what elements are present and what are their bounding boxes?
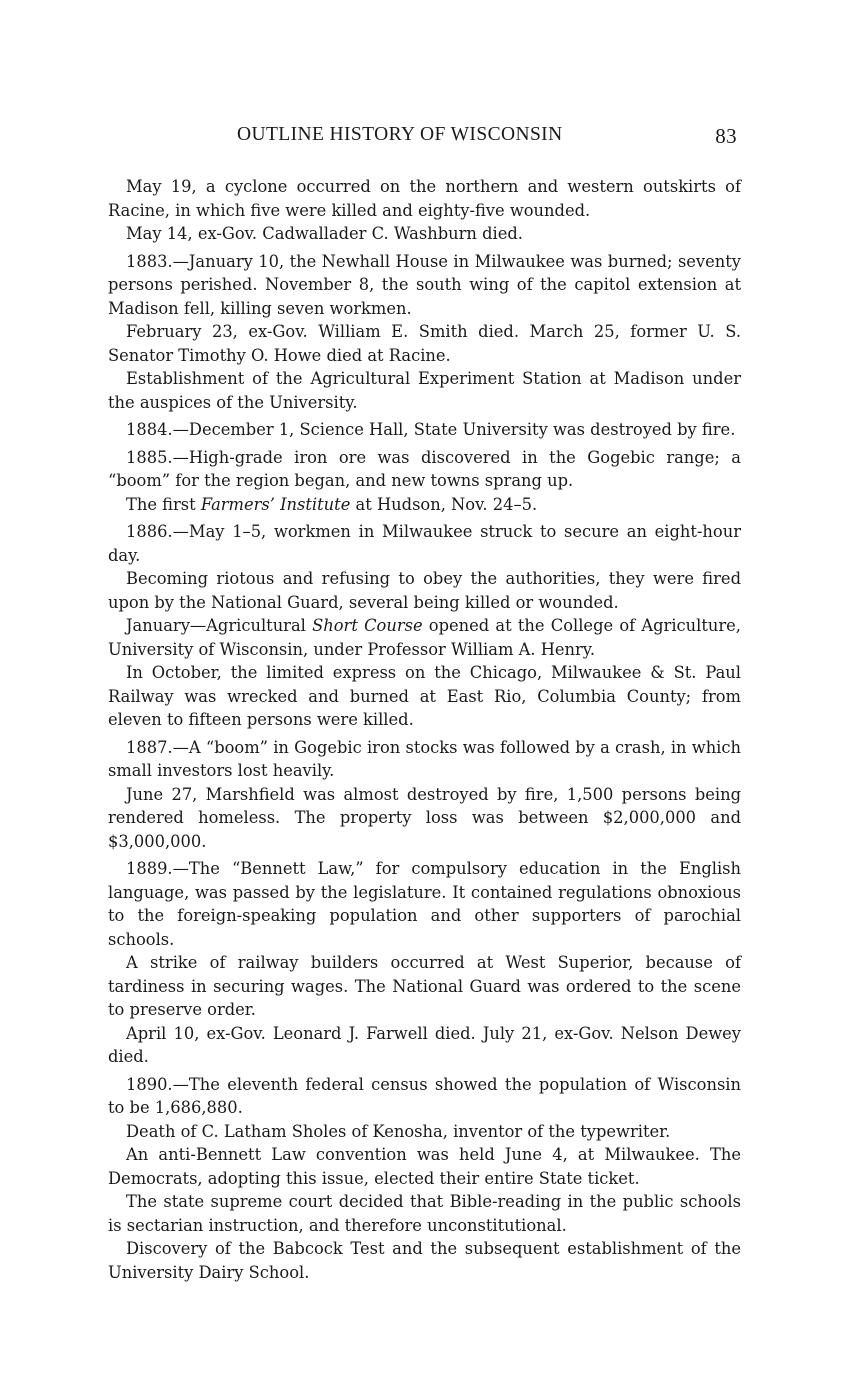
year-label: 1886.— — [126, 522, 189, 541]
italic-term: Short Course — [312, 616, 423, 635]
year-entry: 1887.—A “boom” in Gogebic iron stocks was followed by a crash, in which small investors lost heavily. — [108, 737, 741, 780]
year-entry: 1885.—High-grade iron ore was discovered in the Gogebic range; a “boom” for the region began, and new towns sprang up. — [108, 447, 741, 490]
paragraph: The first Farmers’ Institute at Hudson, Nov. 24–5. — [126, 494, 538, 514]
paragraph: The state supreme court decided that Bible-reading in the public schools is sectarian instruction, and therefore unconstitutional. — [108, 1192, 741, 1235]
year-label: 1885.— — [126, 447, 189, 467]
year-entry: 1886.—May 1–5, workmen in Milwaukee struck to secure an eight-hour day. — [108, 522, 741, 565]
paragraph: A strike of railway builders occurred at West Superior, because of tardiness in securing wages. The National Guard was ordered to the scene to preserve order. — [108, 953, 741, 1019]
paragraph: May 14, ex-Gov. Cadwallader C. Washburn died. — [126, 224, 523, 243]
paragraph: In October, the limited express on the Chicago, Milwaukee & St. Paul Railway was wrecked and burned at East Rio, Columbia County; from eleven to fifteen persons were killed. — [108, 663, 741, 729]
year-label: 1883.— — [126, 251, 189, 271]
italic-term: Farmers’ Institute — [200, 494, 351, 514]
paragraph: June 27, Marshfield was almost destroyed by fire, 1,500 persons being rendered homeless. The property loss was between $2,000,000 and $3,000,000. — [108, 784, 741, 851]
paragraph: Becoming riotous and refusing to obey the authorities, they were fired upon by the National Guard, several being killed or wounded. — [108, 569, 741, 612]
year-label: 1887.— — [126, 737, 189, 757]
year-label: 1889.— — [126, 859, 189, 878]
year-entry: 1884.—December 1, Science Hall, State University was destroyed by fire. — [126, 420, 736, 439]
paragraph: February 23, ex-Gov. William E. Smith died. March 25, former U. S. Senator Timothy O. Howe died at Racine. — [108, 322, 741, 365]
paragraph: Death of C. Latham Sholes of Kenosha, inventor of the typewriter. — [126, 1121, 671, 1141]
paragraph: An anti-Bennett Law convention was held June 4, at Milwaukee. The Democrats, adopting this issue, elected their entire State ticket. — [108, 1145, 741, 1188]
paragraph: April 10, ex-Gov. Leonard J. Farwell died. July 21, ex-Gov. Nelson Dewey died. — [108, 1023, 741, 1066]
page-number: 83 — [715, 124, 737, 148]
year-entry: 1883.—January 10, the Newhall House in Milwaukee was burned; seventy persons perished. November 8, the south wing of the capitol extension at Madison fell, killing seven workmen. — [108, 251, 741, 318]
body-text — [108, 175, 741, 1284]
running-title: OUTLINE HISTORY OF WISCONSIN — [237, 124, 563, 145]
running-head — [108, 124, 741, 152]
year-entry: 1890.—The eleventh federal census showed the population of Wisconsin to be 1,686,880. — [108, 1074, 741, 1117]
year-label: 1890.— — [126, 1074, 189, 1094]
year-entry: 1889.—The “Bennett Law,” for compulsory education in the English language, was passed by the legislature. It contained regulations obnoxious to the foreign-speaking population and other supporters of parochial schools. — [108, 859, 741, 949]
book-page — [108, 0, 741, 1380]
paragraph: May 19, a cyclone occurred on the northern and western outskirts of Racine, in which five were killed and eighty-five wounded. — [108, 177, 741, 220]
paragraph: Discovery of the Babcock Test and the subsequent establishment of the University Dairy School. — [108, 1239, 741, 1282]
paragraph: January—Agricultural Short Course opened at the College of Agriculture, University of Wisconsin, under Professor William A. Henry. — [108, 616, 741, 659]
year-label: 1884.— — [126, 420, 189, 439]
paragraph: Establishment of the Agricultural Experiment Station at Madison under the auspices of the University. — [108, 369, 741, 412]
